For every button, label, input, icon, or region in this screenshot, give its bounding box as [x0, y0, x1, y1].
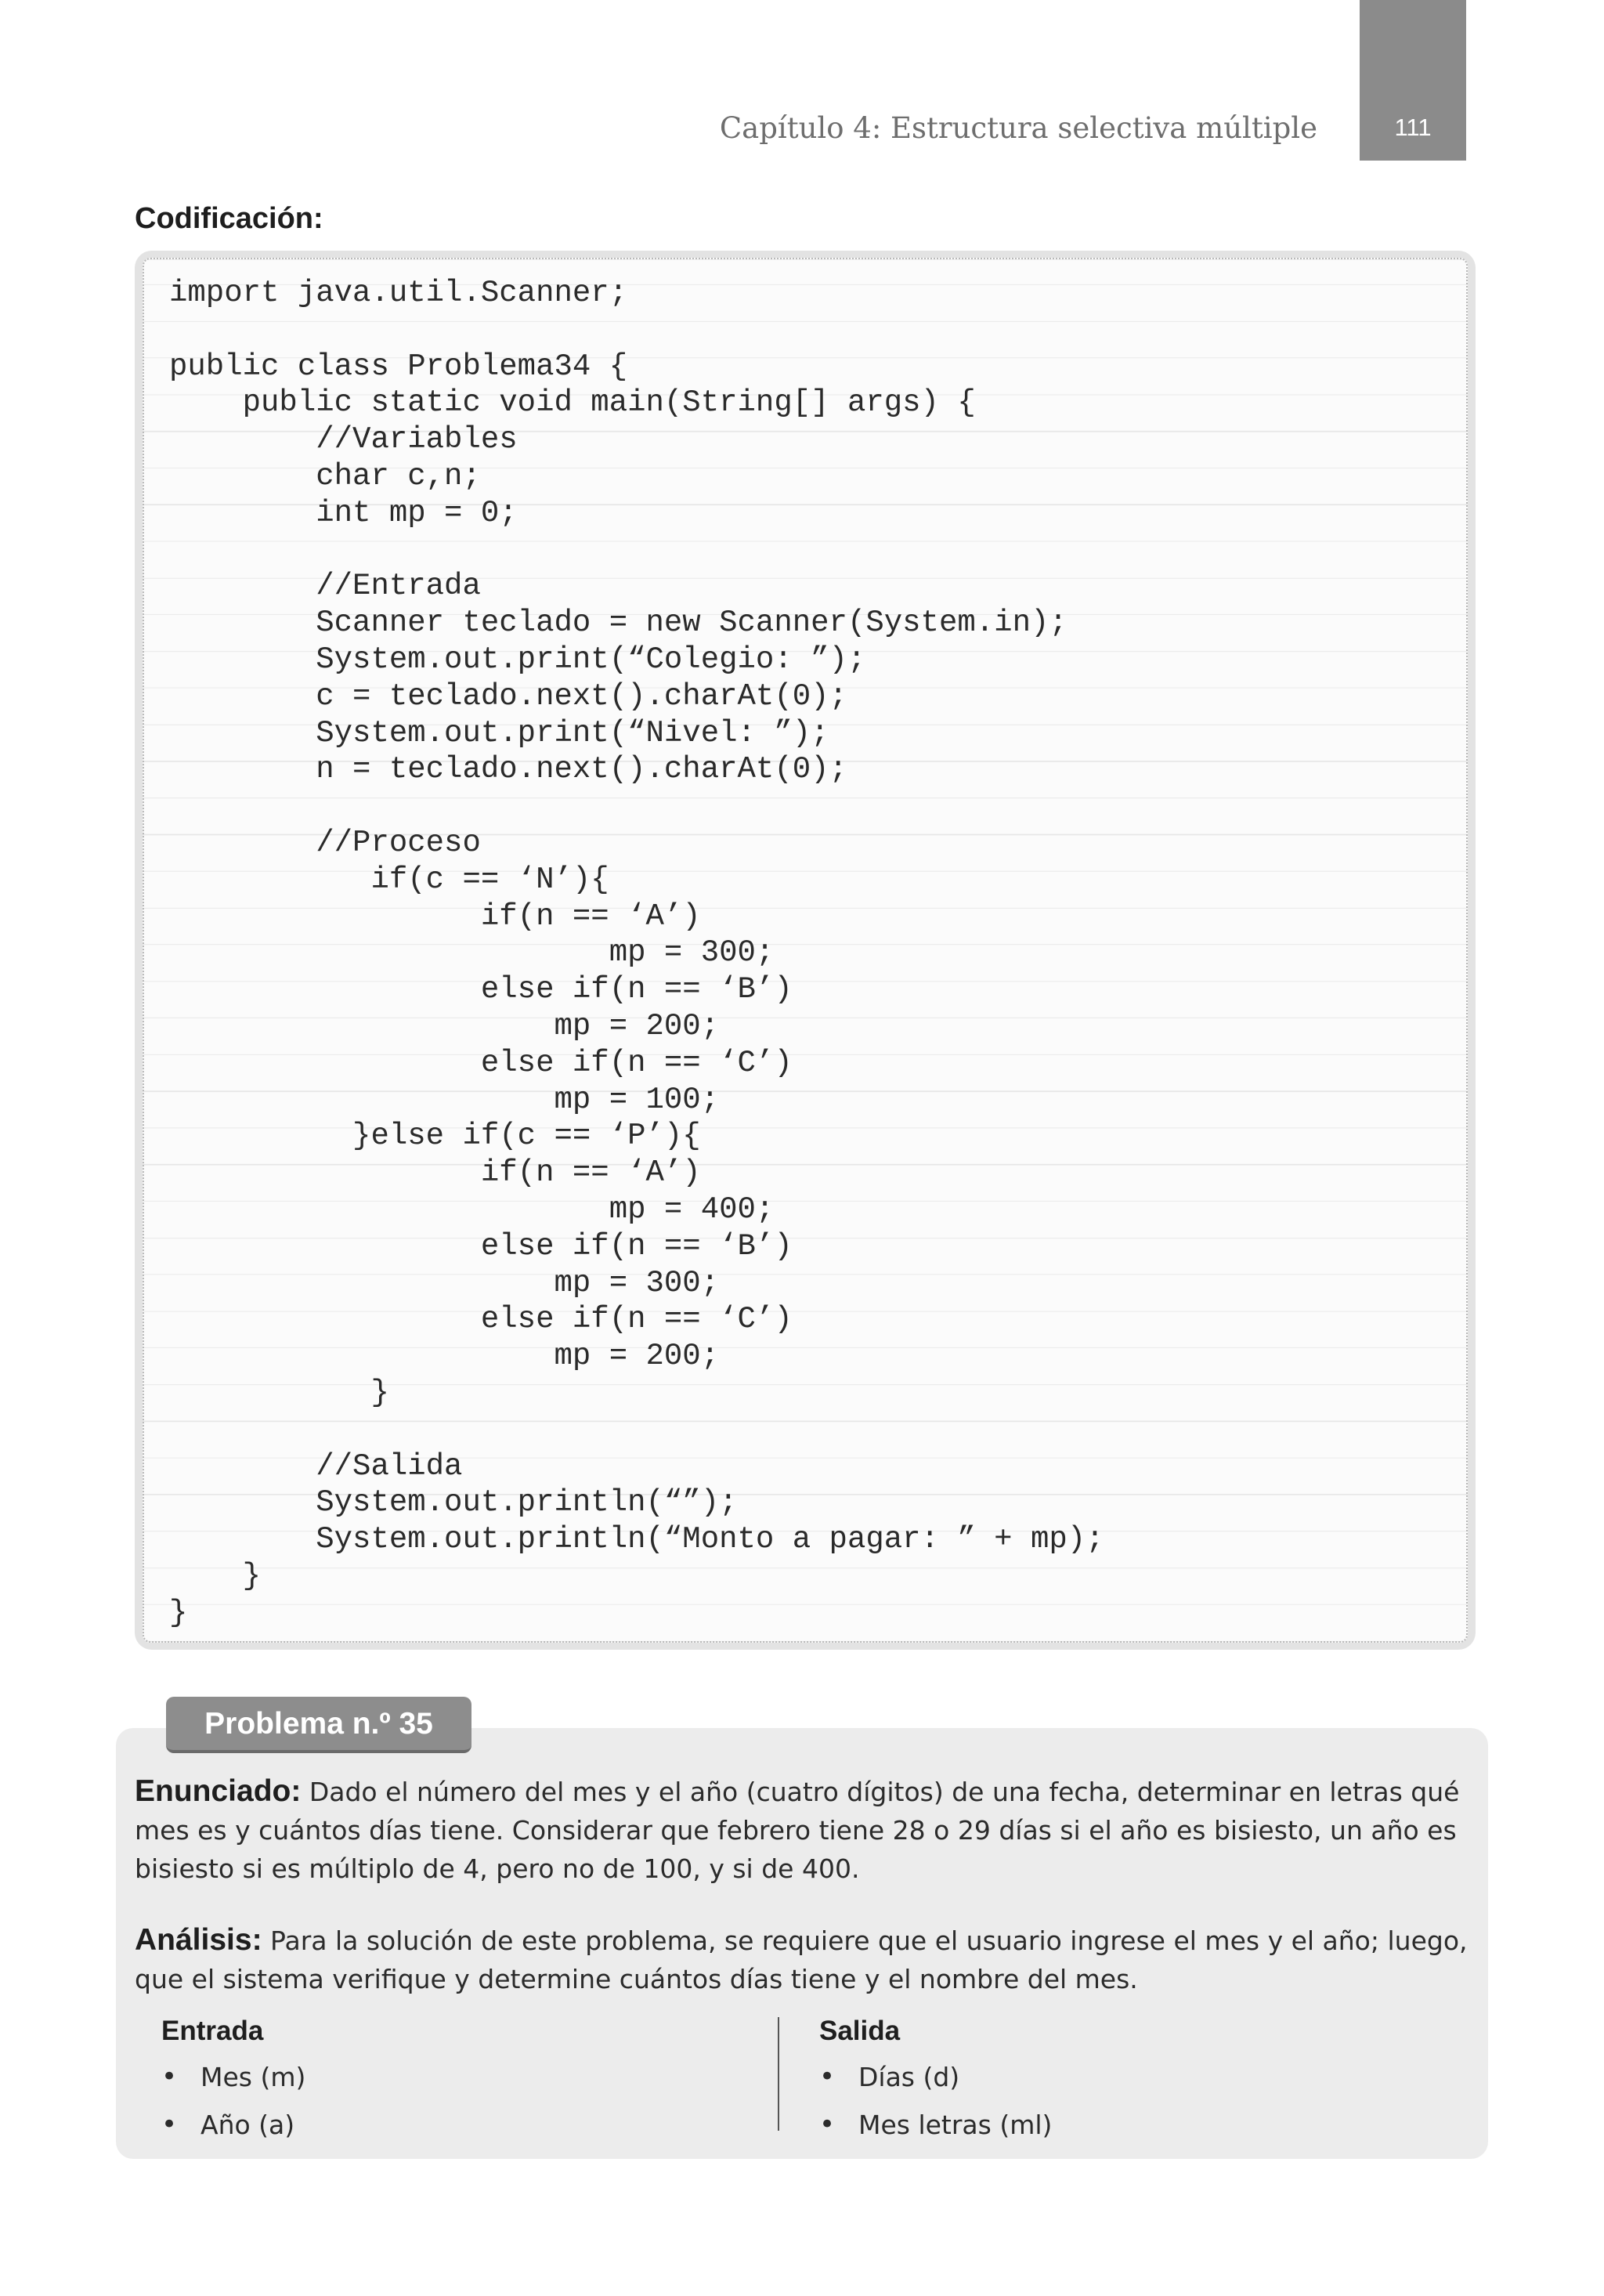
- statement-text: Dado el número del mes y el año (cuatro dígitos) de una fecha, determinar en letras qué mes es y cuántos días tiene. Considerar que febrero tiene 28 o 29 días si el año es bisiesto, un año es bisiesto si es múltiplo de 4, pero no de 100, y si de 400.: [135, 1777, 1460, 1884]
- analysis-label: Análisis:: [135, 1923, 262, 1957]
- io-divider: [778, 2017, 779, 2131]
- output-item-dias: • Días (d): [819, 2053, 1052, 2101]
- input-heading: Entrada: [161, 2016, 264, 2046]
- input-item-anio: • Año (a): [161, 2101, 305, 2149]
- problem-tab: Problema n.º 35: [166, 1697, 471, 1753]
- section-label-codificacion: Codificación:: [135, 202, 323, 235]
- page-number: 111: [1394, 114, 1432, 141]
- output-list: [819, 2053, 1052, 2149]
- analysis-paragraph: [135, 1921, 1476, 1998]
- code-listing: import java.util.Scanner; public class Problema34 { public static void main(String[] args) { //Variables char c,n; int mp = 0; //Entrada Scanner teclado = new Scanner(System.in); System.out.print(“Colegio: ”); c = teclado.next().charAt(0); System.out.print(“Nivel: ”); n = teclado.next().charAt(0); //Proceso if(c == ‘N’){ if(n == ‘A’) mp = 300; else if(n == ‘B’) mp = 200; else if(n == ‘C’) mp = 100; }else if(c == ‘P’){ if(n == ‘A’) mp = 400; else if(n == ‘B’) mp = 300; else if(n == ‘C’) mp = 200; } //Salida System.out.println(“”); System.out.println(“Monto a pagar: ” + mp); } }: [169, 276, 1104, 1630]
- input-list: [161, 2053, 305, 2149]
- output-heading: Salida: [819, 2016, 901, 2046]
- output-item-mes-letras: • Mes letras (ml): [819, 2101, 1052, 2149]
- page-number-tab: [1360, 0, 1466, 161]
- analysis-text: Para la solución de este problema, se requiere que el usuario ingrese el mes y el año; luego, que el sistema verifique y determine cuántos días tiene y el nombre del mes.: [135, 1925, 1468, 1994]
- code-box-inner: [143, 258, 1468, 1643]
- chapter-title: Capítulo 4: Estructura selectiva múltiple: [719, 111, 1317, 145]
- statement-paragraph: [135, 1772, 1476, 1888]
- statement-label: Enunciado:: [135, 1774, 302, 1808]
- input-item-mes: • Mes (m): [161, 2053, 305, 2101]
- code-box: [135, 251, 1476, 1650]
